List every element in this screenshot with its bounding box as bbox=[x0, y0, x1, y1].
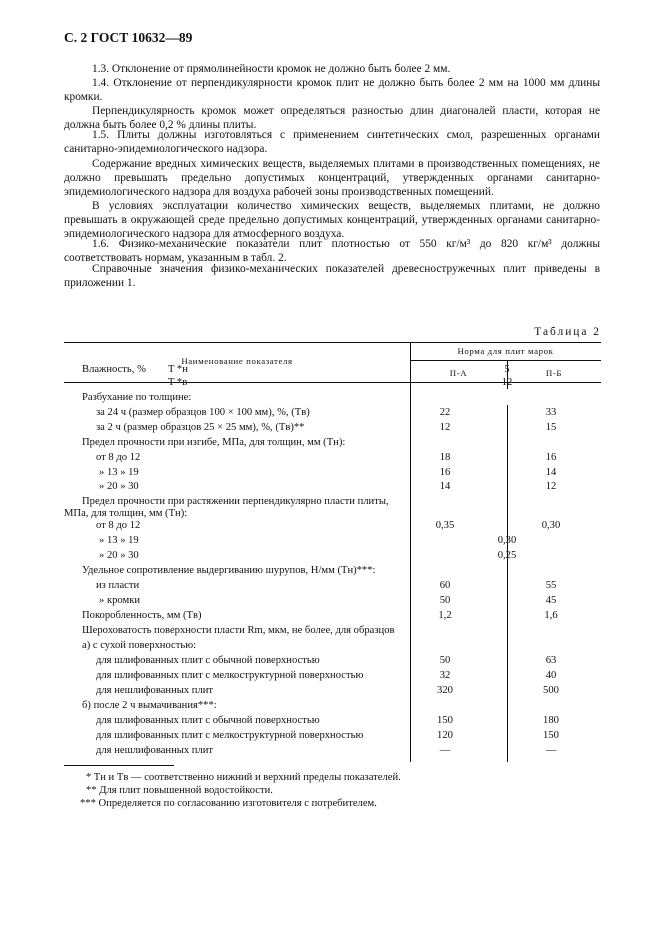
para-harmful-substances: Содержание вредных химических веществ, выделяемых плитами в производственных помещениях, не должно превышать предельно допустимых концентраций, утвержденных органами санитарно-эпидемиологического надзора для воздуха рабочей зоны производственных помещений. bbox=[64, 158, 600, 198]
row-value-pb: 33 bbox=[545, 407, 557, 418]
row-label: от 8 до 12 bbox=[96, 520, 141, 531]
para-1-3: 1.3. Отклонение от прямолинейности кромок не должно быть более 2 мм. bbox=[92, 63, 451, 75]
table-vline-1 bbox=[410, 342, 411, 762]
row-label: » 20 » 30 bbox=[99, 550, 139, 561]
row-value-pb: 45 bbox=[545, 595, 557, 606]
row-value-pa: 32 bbox=[439, 670, 451, 681]
row-value-pb: 12 bbox=[545, 481, 557, 492]
row-label: за 2 ч (размер образцов 25 × 25 мм), %, (Tв)** bbox=[96, 422, 305, 433]
row-value-pa: 60 bbox=[439, 580, 451, 591]
col-pa-header: П-А bbox=[449, 368, 468, 378]
row-label: для шлифованных плит с мелкоструктурной поверхностью bbox=[96, 730, 364, 741]
col-pb-header: П-Б bbox=[545, 368, 563, 378]
row-label: от 8 до 12 bbox=[96, 452, 141, 463]
row-value-common: 0,30 bbox=[497, 535, 517, 546]
row-value-pb: 40 bbox=[545, 670, 557, 681]
row-value-pa: 50 bbox=[439, 595, 451, 606]
para-operating-conditions: В условиях эксплуатации количество химических веществ, выделяемых плитами, не должно превышать в окружающей среде предельно допустимых концентраций, утвержденных органами санитарно-эпидемиологического надзора для атмосферного воздуха. bbox=[64, 200, 600, 240]
row-symbol: T *в bbox=[168, 377, 188, 388]
row-value-pa: 22 bbox=[439, 407, 451, 418]
row-value-pb: 15 bbox=[545, 422, 557, 433]
row-value-pa: 14 bbox=[439, 481, 451, 492]
row-label: Предел прочности при изгибе, МПа, для толщин, мм (Tн): bbox=[82, 437, 346, 448]
para-perpendicularity: Перпендикулярность кромок может определяться разностью длин диагоналей пласти, которая не должна быть более 0,2 % длины плиты. bbox=[64, 105, 600, 131]
row-value-common: 5 bbox=[504, 364, 510, 375]
row-value-pb: — bbox=[545, 745, 557, 756]
col-name-header: Наименование показателя bbox=[181, 356, 293, 366]
row-value-pb: 150 bbox=[543, 730, 559, 741]
table-header-rule bbox=[64, 382, 601, 383]
row-value-pb: 0,30 bbox=[541, 520, 561, 531]
row-value-pa: 18 bbox=[439, 452, 451, 463]
footnote-3: *** Определяется по согласованию изготовителя с потребителем. bbox=[80, 798, 377, 809]
row-value-pb: 55 bbox=[545, 580, 557, 591]
row-value-pa: 150 bbox=[437, 715, 453, 726]
row-value-pa: 12 bbox=[439, 422, 451, 433]
row-label: а) с сухой поверхностью: bbox=[82, 640, 197, 651]
table-vline-2 bbox=[507, 405, 508, 762]
row-value-pa: 320 bbox=[437, 685, 453, 696]
col-norm-header: Норма для плит марок bbox=[457, 346, 554, 356]
row-label: для шлифованных плит с мелкоструктурной поверхностью bbox=[96, 670, 364, 681]
footnote-2: ** Для плит повышенной водостойкости. bbox=[86, 785, 273, 796]
para-1-5: 1.5. Плиты должны изготовляться с применением синтетических смол, разрешенных органами санитарно-эпидемиологического надзора. bbox=[64, 129, 600, 155]
row-value-pb: 500 bbox=[543, 685, 559, 696]
row-label: МПа, для толщин, мм (Tн): bbox=[64, 508, 188, 519]
row-value-pa: 1,2 bbox=[438, 610, 452, 621]
row-label: » кромки bbox=[99, 595, 141, 606]
row-label: из пласти bbox=[96, 580, 140, 591]
row-label: Покоробленность, мм (Tв) bbox=[82, 610, 202, 621]
footnote-1: * Tн и Tв — соответственно нижний и верхний пределы показателей. bbox=[86, 772, 401, 783]
row-value-pa: 0,35 bbox=[435, 520, 455, 531]
row-value-common: 12 bbox=[501, 377, 513, 388]
row-value-pb: 180 bbox=[543, 715, 559, 726]
row-label: Предел прочности при растяжении перпендикулярно пласти плиты, bbox=[82, 496, 389, 507]
row-value-pb: 1,6 bbox=[544, 610, 558, 621]
row-value-pa: — bbox=[439, 745, 451, 756]
para-reference: Справочные значения физико-механических показателей древесностружечных плит приведены в приложении 1. bbox=[64, 263, 600, 289]
row-label: Влажность, % bbox=[82, 364, 146, 375]
row-label: » 20 » 30 bbox=[99, 481, 139, 492]
para-1-6: 1.6. Физико-механические показатели плит плотностью от 550 кг/м³ до 820 кг/м³ должны соответствовать нормам, указанным в табл. 2. bbox=[64, 238, 600, 264]
row-symbol: T *н bbox=[168, 364, 188, 375]
row-label: для шлифованных плит с обычной поверхностью bbox=[96, 655, 320, 666]
row-value-pb: 63 bbox=[545, 655, 557, 666]
table-top-rule bbox=[64, 342, 601, 343]
row-value-pa: 120 bbox=[437, 730, 453, 741]
row-label: для шлифованных плит с обычной поверхностью bbox=[96, 715, 320, 726]
row-value-pb: 14 bbox=[545, 467, 557, 478]
row-label: для нешлифованных плит bbox=[96, 685, 214, 696]
row-label: за 24 ч (размер образцов 100 × 100 мм), %, (Tв) bbox=[96, 407, 310, 418]
row-label: » 13 » 19 bbox=[99, 535, 139, 546]
table-mid-rule bbox=[410, 360, 601, 361]
row-value-common: 0,25 bbox=[497, 550, 517, 561]
row-label: Разбухание по толщине: bbox=[82, 392, 192, 403]
footnote-rule bbox=[64, 765, 174, 766]
row-value-pa: 50 bbox=[439, 655, 451, 666]
table-caption: Таблица 2 bbox=[534, 326, 601, 338]
row-label: для нешлифованных плит bbox=[96, 745, 214, 756]
page-header: С. 2 ГОСТ 10632—89 bbox=[64, 30, 193, 45]
row-label: Шероховатость поверхности пласти Rm, мкм, не более, для образцов bbox=[82, 625, 395, 636]
row-value-pb: 16 bbox=[545, 452, 557, 463]
row-label: Удельное сопротивление выдергиванию шурупов, Н/мм (Tн)***: bbox=[82, 565, 376, 576]
row-label: б) после 2 ч вымачивания***: bbox=[82, 700, 217, 711]
row-value-pa: 16 bbox=[439, 467, 451, 478]
row-label: » 13 » 19 bbox=[99, 467, 139, 478]
para-1-4: 1.4. Отклонение от перпендикулярности кромок плит не должно быть более 2 мм на 1000 мм длины кромки. bbox=[64, 77, 600, 103]
